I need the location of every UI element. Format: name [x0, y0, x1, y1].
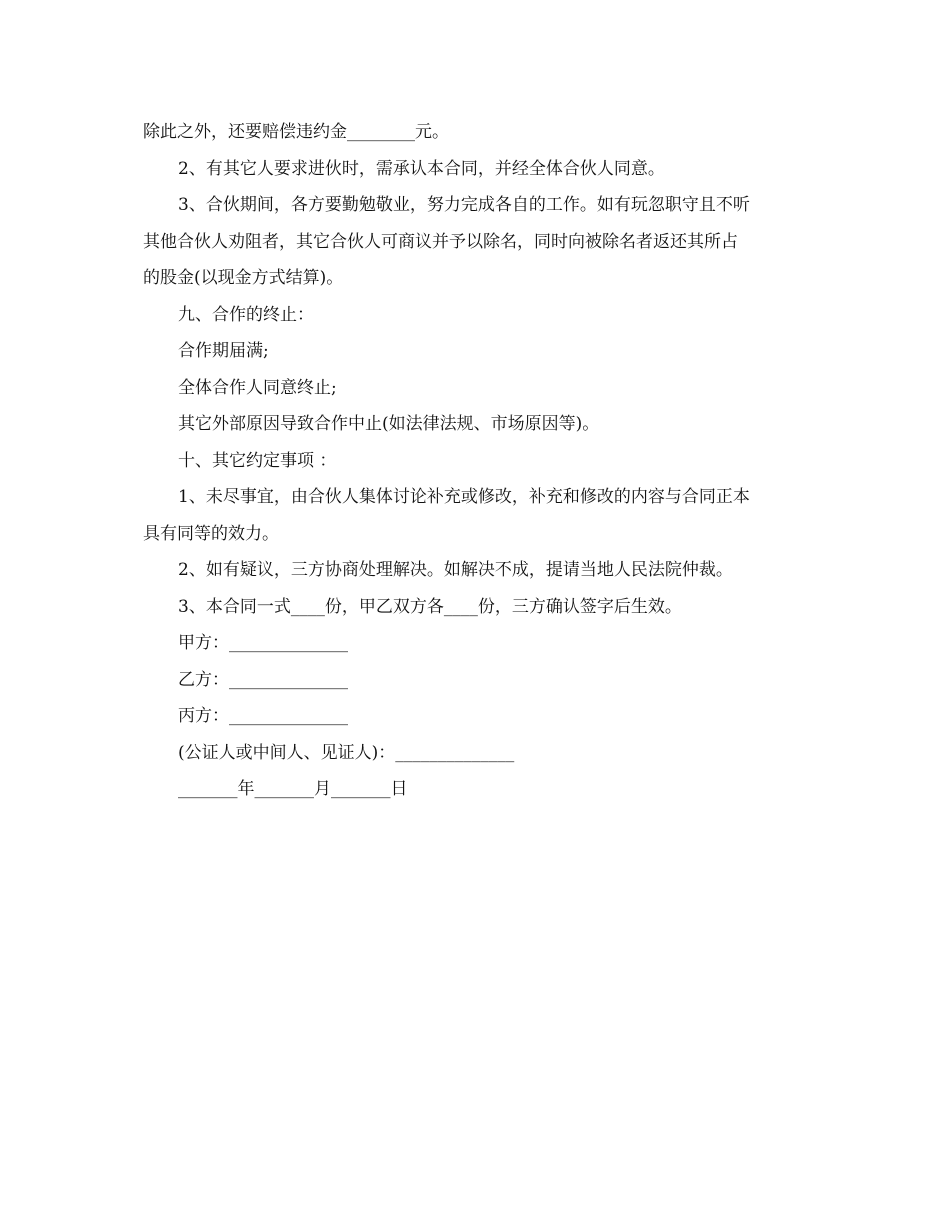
- section-heading: 十、其它约定事项 ：: [178, 450, 337, 471]
- section-heading: 九、合作的终止：: [178, 304, 314, 325]
- witness-signature-line: (公证人或中间人、见证人)：______________: [178, 742, 515, 763]
- list-item: 合作期届满;: [178, 341, 269, 361]
- signature-line-party-b: 乙方：______________: [178, 669, 348, 690]
- list-item: 其它外部原因导致合作中止(如法律法规、市场原因等)。: [178, 414, 600, 434]
- clause-line: 2、有其它人要求进伙时，需承认本合同，并经全体合伙人同意。: [178, 158, 665, 179]
- clause-line: 3、合伙期间，各方要勤勉敬业，努力完成各自的工作。如有玩忽职守且不听: [178, 195, 750, 215]
- signature-line-party-c: 丙方：______________: [178, 706, 348, 726]
- document-body: [143, 114, 808, 808]
- paragraph-line: 的股金(以现金方式结算)。: [143, 268, 344, 288]
- signature-line-party-a: 甲方：______________: [178, 633, 348, 653]
- clause-line: 2、如有疑议，三方协商处理解决。如解决不成，提请当地人民法院仲裁。: [178, 560, 733, 580]
- paragraph-line: 具有同等的效力。: [143, 523, 279, 544]
- clause-line: 3、本合同一式____份，甲乙双方各____份，三方确认签字后生效。: [178, 596, 682, 617]
- paragraph-line: 其他合伙人劝阻者，其它合伙人可商议并予以除名，同时向被除名者返还其所占: [143, 231, 738, 252]
- date-line: _______年_______月_______日: [178, 779, 408, 799]
- paragraph-line: 除此之外，还要赔偿违约金________元。: [143, 122, 449, 142]
- list-item: 全体合作人同意终止;: [178, 377, 337, 398]
- clause-line: 1、未尽事宜，由合伙人集体讨论补充或修改，补充和修改的内容与合同正本: [178, 487, 750, 507]
